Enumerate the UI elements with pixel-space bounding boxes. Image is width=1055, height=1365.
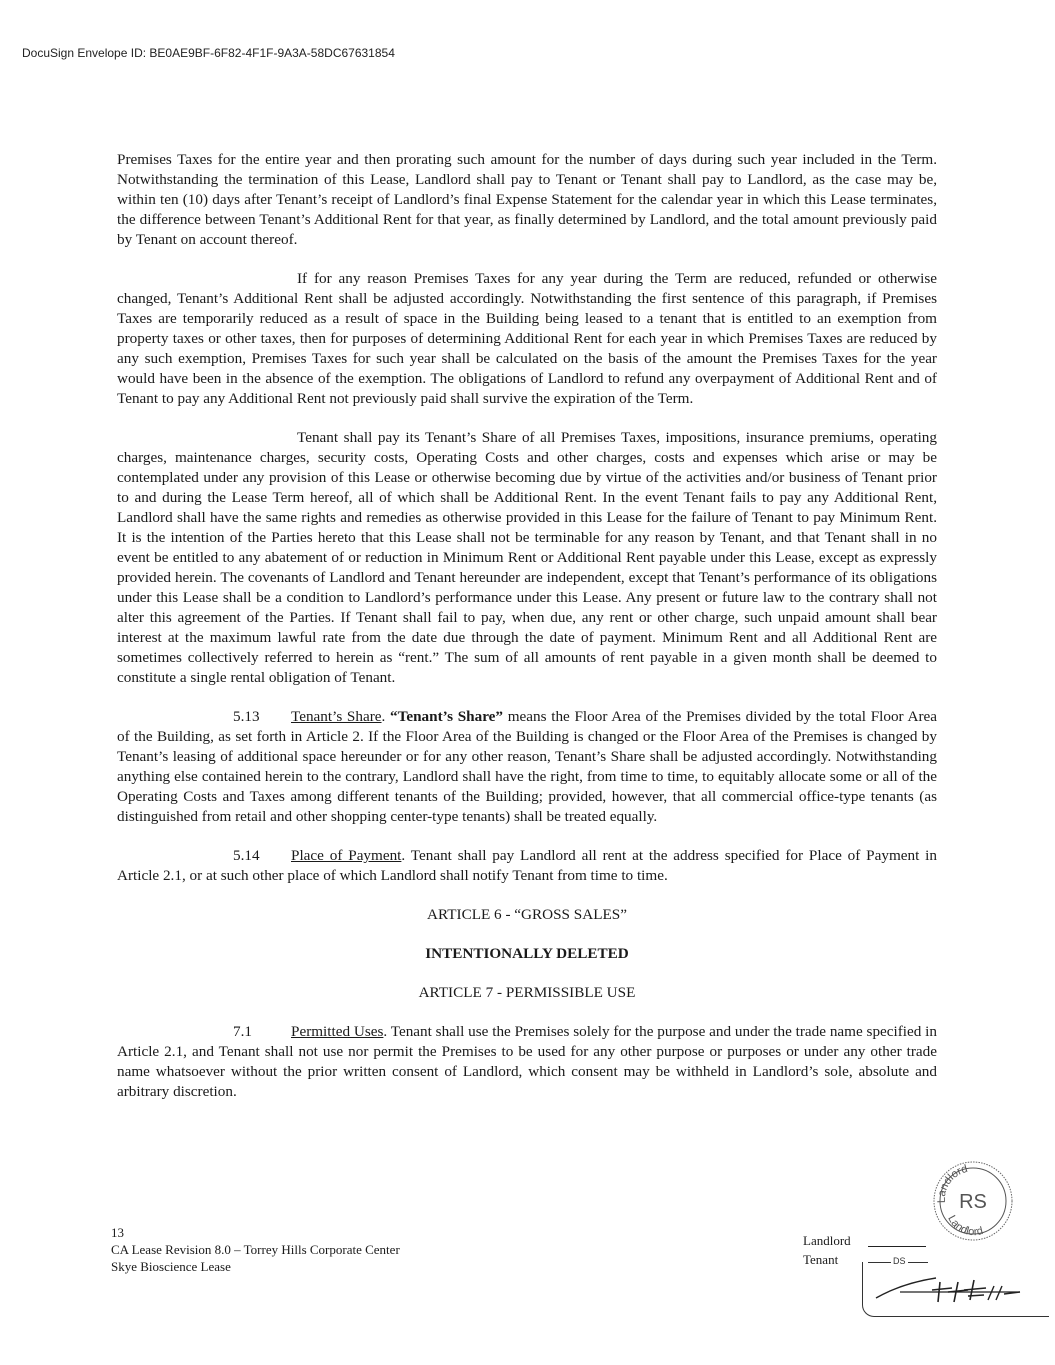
section-5-13-number: 5.13 — [233, 708, 260, 725]
docusign-envelope-id: DocuSign Envelope ID: BE0AE9BF-6F82-4F1F-9A3A-58DC67631854 — [22, 46, 395, 60]
section-5-13-text: means the Floor Area of the Premises divided by the total Floor Area of the Building, as set forth in Article 2. If the Floor Area of the Building is changed or the Floor Area of the Premises is changed by Tenant’s leasing of additional space hereunder or for any other reason, Tenant’s Share shall be adjusted accordingly. Notwithstanding anything else contained herein to the contrary, Landlord shall have the right, from time to time, to equitably allocate some or all of the Operating Costs and Taxes among different tenants of the Building; provided, however, that all commercial office-type tenants (as distinguished from retail and other shopping center-type tenants) shall be treated equally. — [117, 708, 937, 825]
docusign-ds-label: DS — [893, 1256, 906, 1266]
paragraph-additional-rent: Tenant shall pay its Tenant’s Share of all Premises Taxes, impositions, insurance premiums, operating charges, maintenance charges, security costs, Operating Costs and other charges, costs and expenses which arise or may be contemplated under any provision of this Lease or otherwise becoming due by virtue of the activities and/or business of Tenant prior to and during the Lease Term hereof, all of which shall be Additional Rent. In the event Tenant fails to pay any Additional Rent, Landlord shall have the same rights and remedies as otherwise provided in this Lease for the failure of Tenant to pay Minimum Rent. It is the intention of the Parties hereto that this Lease shall not be terminable for any reason by Tenant, and that Tenant shall in no event be entitled to any abatement of or reduction in Minimum Rent or Additional Rent payable under this Lease, except as expressly provided herein. The covenants of Landlord and Tenant hereunder are independent, except that Tenant’s performance of its obligations under this Lease shall be a condition to Landlord’s performance under this Lease. Any present or future law to the contrary shall not alter this agreement of the Parties. If Tenant shall fail to pay, when due, any rent or other charge, such unpaid amount shall bear interest at the maximum lawful rate from the date due through the date of payment. Minimum Rent and all Additional Rent are sometimes collectively referred to herein as “rent.” The sum of all amounts of rent payable in a given month shall be deemed to constitute a single rental obligation of Tenant. — [117, 429, 937, 686]
footer-right — [803, 1231, 851, 1269]
landlord-initial-line — [868, 1246, 926, 1247]
paragraph-premises-taxes-adjustment: If for any reason Premises Taxes for any year during the Term are reduced, refunded or otherwise changed, Tenant’s Additional Rent shall be adjusted accordingly. Notwithstanding the first sentence of this paragraph, if Premises Taxes are temporarily reduced as a result of space in the Building being leased to a tenant that is entitled to an exemption from property taxes or other taxes, then for purposes of determining Additional Rent for each year in which Premises Taxes are reduced by any such exemption, Premises Taxes for such year shall be calculated on the basis of the amount the Premises Taxes for the year would have been in the absence of the exemption. The obligations of Landlord to refund any overpayment of Additional Rent and of Tenant to pay any Additional Rent not previously paid shall survive the expiration of the Term. — [117, 270, 937, 407]
stamp-bottom-text: Landlord — [945, 1213, 985, 1239]
tenant-signature — [870, 1268, 1030, 1312]
paragraph-premises-taxes-proration: Premises Taxes for the entire year and then prorating such amount for the number of days during such year included in the Term. Notwithstanding the termination of this Lease, Landlord shall pay to Tenant or Tenant shall pay to Landlord, as the case may be, within ten (10) days after Tenant’s receipt of Landlord’s final Expense Statement for the calendar year in which this Lease terminates, the difference between Tenant’s Additional Rent for that year, as finally determined by Landlord, and the total amount previously paid by Tenant on account thereof. — [117, 151, 937, 248]
section-5-13-defined-term: “Tenant’s Share” — [390, 708, 504, 725]
footer-left — [111, 1224, 400, 1275]
document-body — [117, 150, 937, 1121]
stamp-top-text: Landlord — [935, 1162, 970, 1204]
article-6-status: INTENTIONALLY DELETED — [425, 945, 629, 962]
section-5-13-title: Tenant’s Share — [291, 708, 382, 725]
page-number: 13 — [111, 1225, 124, 1240]
section-7-1-title: Permitted Uses — [291, 1023, 384, 1040]
section-5-14-text: Tenant shall pay Landlord all rent at the address specified for Place of Payment in Article 2.1, or at such other place of which Landlord shall notify Tenant from time to time. — [117, 847, 937, 884]
lease-name: Skye Bioscience Lease — [111, 1259, 231, 1274]
stamp-initials: RS — [959, 1191, 987, 1213]
article-6-heading: ARTICLE 6 - “GROSS SALES” — [427, 906, 627, 923]
lease-revision: CA Lease Revision 8.0 – Torrey Hills Corporate Center — [111, 1242, 400, 1257]
section-7-1-text: Tenant shall use the Premises solely for the purpose and under the trade name specified in Article 2.1, and Tenant shall not use nor permit the Premises to be used for any other purpose or purposes or under any other trade name whatsoever without the prior written consent of Landlord, which consent may be withheld in Landlord’s sole, absolute and arbitrary discretion. — [117, 1023, 937, 1100]
section-7-1: 7.1 Permitted Uses. Tenant shall use the Premises solely for the purpose and under the trade name specified in Article 2.1, and Tenant shall not use nor permit the Premises to be used for any other purpose or purposes or under any other trade name whatsoever without the prior written consent of Landlord, which consent may be withheld in Landlord’s sole, absolute and arbitrary discretion. — [117, 1023, 937, 1100]
section-5-13: 5.13 Tenant’s Share. “Tenant’s Share” means the Floor Area of the Premises divided by the total Floor Area of the Building, as set forth in Article 2. If the Floor Area of the Building is changed or the Floor Area of the Premises is changed by Tenant’s leasing of additional space hereunder or for any other reason, Tenant’s Share shall be adjusted accordingly. Notwithstanding anything else contained herein to the contrary, Landlord shall have the right, from time to time, to equitably allocate some or all of the Operating Costs and Taxes among different tenants of the Building; provided, however, that all commercial office-type tenants (as distinguished from retail and other shopping center-type tenants) shall be treated equally. — [117, 708, 937, 825]
section-5-14: 5.14 Place of Payment. Tenant shall pay Landlord all rent at the address specified for Place of Payment in Article 2.1, or at such other place of which Landlord shall notify Tenant from time to time. — [117, 847, 937, 884]
section-5-14-title: Place of Payment — [291, 847, 402, 864]
section-5-14-number: 5.14 — [233, 847, 260, 864]
section-7-1-number: 7.1 — [233, 1023, 252, 1040]
landlord-label: Landlord — [803, 1233, 851, 1248]
tenant-label: Tenant — [803, 1252, 839, 1267]
landlord-initials-stamp — [930, 1158, 1016, 1244]
article-7-heading: ARTICLE 7 - PERMISSIBLE USE — [418, 984, 636, 1001]
